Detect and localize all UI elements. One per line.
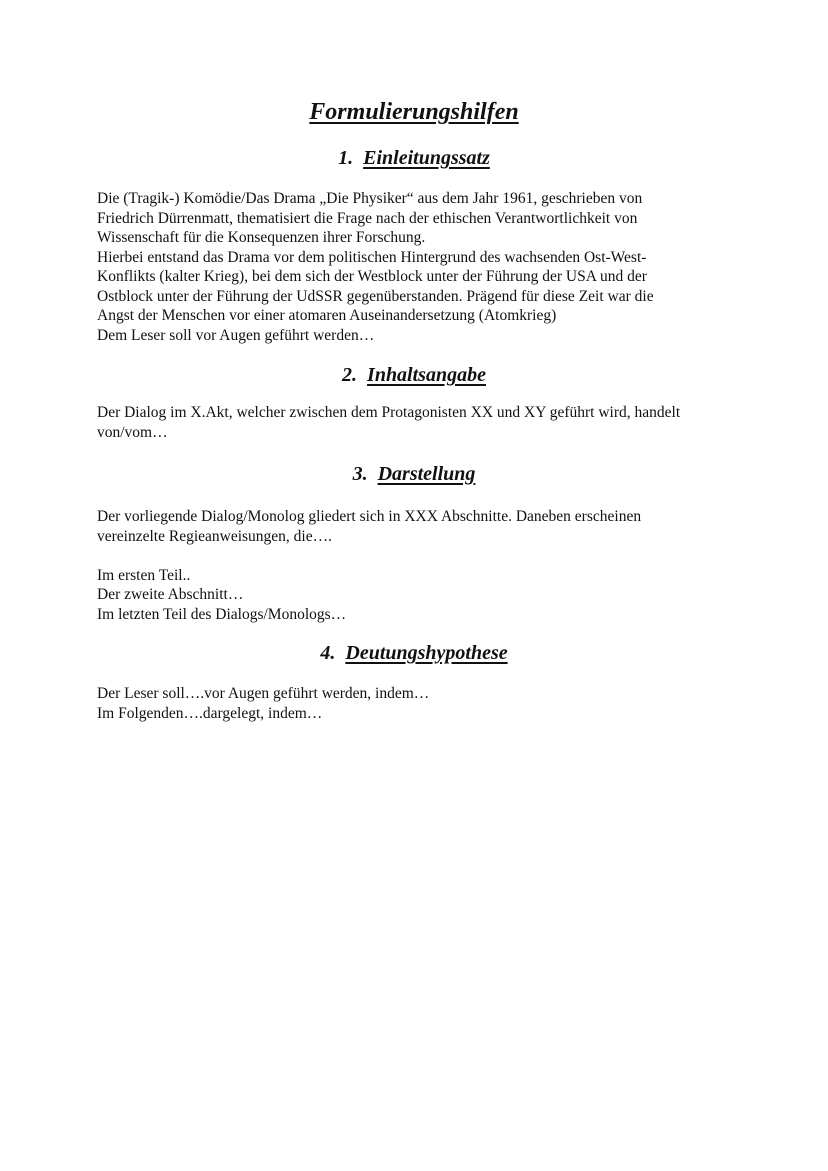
text-line: von/vom… xyxy=(97,423,168,441)
section-title: Darstellung xyxy=(377,463,476,485)
text-line: Wissenschaft für die Konsequenzen ihrer Forschung. xyxy=(97,229,426,246)
text-line: Der Dialog im X.Akt, welcher zwischen dem Protagonisten XX und XY geführt wird, handelt xyxy=(97,404,681,421)
section-title: Deutungshypothese xyxy=(345,642,508,664)
text-line: Angst der Menschen vor einer atomaren Auseinandersetzung (Atomkrieg) xyxy=(97,307,557,324)
document-title xyxy=(0,99,828,126)
section-number: 3. xyxy=(352,463,368,485)
text-line: Im letzten Teil des Dialogs/Monologs… xyxy=(97,605,347,623)
section-title: Inhaltsangabe xyxy=(367,364,486,386)
section-heading-4 xyxy=(0,642,828,665)
blank-line xyxy=(97,546,641,566)
text-line: Der vorliegende Dialog/Monolog gliedert sich in XXX Abschnitte. Daneben erscheinen xyxy=(97,508,642,525)
text-line: Ostblock unter der Führung der UdSSR gegenüberstanden. Prägend für diese Zeit war die xyxy=(97,287,654,305)
text-line: Hierbei entstand das Drama vor dem politischen Hintergrund des wachsenden Ost-West- xyxy=(97,248,647,266)
section-number: 1. xyxy=(338,147,354,169)
text-line: Der zweite Abschnitt… xyxy=(97,586,244,603)
text-line: Im Folgenden….dargelegt, indem… xyxy=(97,704,323,722)
text-line: Konflikts (kalter Krieg), bei dem sich der Westblock unter der Führung der USA und der xyxy=(97,268,647,285)
text-line: vereinzelte Regieanweisungen, die…. xyxy=(97,527,332,545)
section-heading-3 xyxy=(0,463,828,486)
text-line: Im ersten Teil.. xyxy=(97,566,191,584)
section-number: 4. xyxy=(320,642,336,664)
text-line: Dem Leser soll vor Augen geführt werden… xyxy=(97,326,375,344)
text-line: Die (Tragik-) Komödie/Das Drama „Die Physiker“ aus dem Jahr 1961, geschrieben von xyxy=(97,190,643,207)
text-line: Friedrich Dürrenmatt, thematisiert die Frage nach der ethischen Verantwortlichkeit von xyxy=(97,209,638,227)
section-title: Einleitungssatz xyxy=(363,147,490,169)
section-heading-2 xyxy=(0,364,828,387)
section-3-body xyxy=(97,507,641,624)
section-heading-1 xyxy=(0,147,828,170)
section-1-body xyxy=(97,189,654,345)
section-2-body xyxy=(97,403,680,442)
section-4-body xyxy=(97,684,429,723)
section-number: 2. xyxy=(342,364,358,386)
title-text: Formulierungshilfen xyxy=(309,99,519,125)
text-line: Der Leser soll….vor Augen geführt werden, indem… xyxy=(97,685,430,702)
